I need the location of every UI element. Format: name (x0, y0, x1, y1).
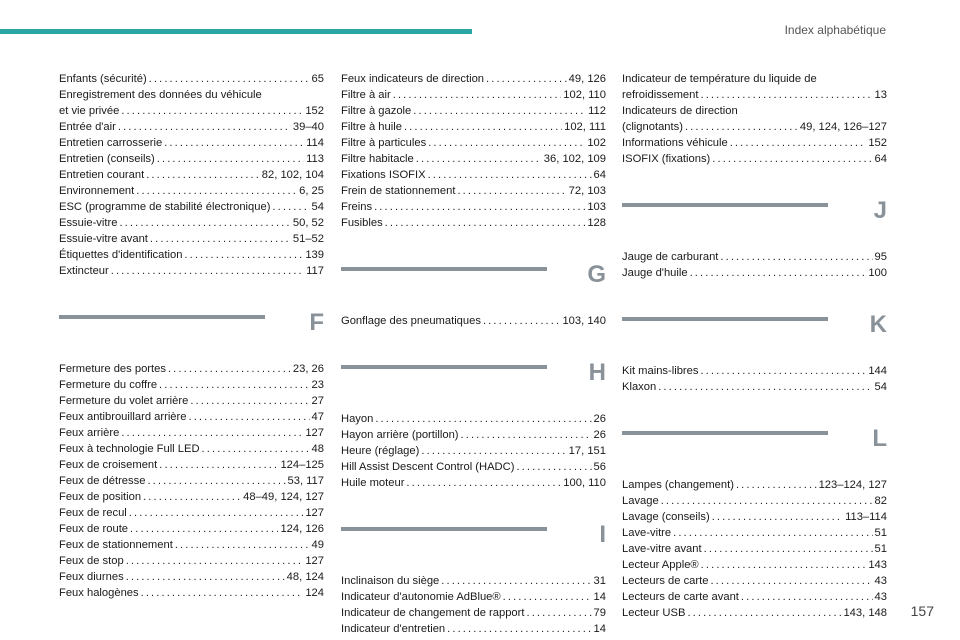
leader-dots (184, 247, 303, 263)
entry-name: Informations véhicule (622, 137, 728, 149)
section-letter: L (872, 425, 887, 452)
entry-name: Fermeture du volet arrière (59, 395, 189, 407)
leader-dots (147, 473, 285, 489)
entry-name: Enregistrement des données du véhicule (59, 89, 262, 101)
leader-dots (136, 183, 297, 199)
entry-name: Feux à technologie Full LED (59, 443, 200, 455)
index-entry (341, 135, 606, 151)
entry-pages: 17, 151 (568, 445, 606, 457)
leader-dots (730, 135, 867, 151)
leader-dots (129, 505, 304, 521)
entry-name: ESC (programme de stabilité électronique) (59, 201, 271, 213)
index-column-2 (341, 71, 606, 637)
entry-name: Heure (réglage) (341, 445, 420, 457)
entry-pages: 128 (587, 217, 606, 229)
index-entry (341, 443, 606, 459)
entry-name: Indicateur d'entretien (341, 623, 446, 635)
leader-dots (119, 215, 290, 231)
entry-name: Indicateur d'autonomie AdBlue® (341, 591, 501, 603)
entry-pages: 102 (587, 137, 606, 149)
divider-line (341, 527, 547, 531)
index-entry (59, 199, 324, 215)
letter-divider (622, 187, 887, 243)
entry-pages: 48, 124 (286, 571, 324, 583)
entry-pages: 56 (593, 461, 606, 473)
letter-divider (341, 511, 606, 567)
leader-dots (516, 459, 591, 475)
entry-name: Hill Assist Descent Control (HADC) (341, 461, 515, 473)
index-entry (59, 71, 324, 87)
entry-name: Jauge de carburant (622, 251, 719, 263)
divider-line (59, 315, 265, 319)
entry-pages: 6, 25 (299, 185, 324, 197)
entry-pages: 79 (593, 607, 606, 619)
index-entry (59, 183, 324, 199)
header-accent-bar (0, 29, 472, 34)
index-entry (59, 135, 324, 151)
entry-name: Feux halogènes (59, 587, 139, 599)
index-entry (622, 379, 887, 395)
leader-dots (421, 443, 566, 459)
entry-pages: 64 (874, 153, 887, 165)
index-entry (59, 505, 324, 521)
index-entry (341, 573, 606, 589)
entry-pages: 124–125 (280, 459, 324, 471)
leader-dots (701, 557, 867, 573)
leader-dots (374, 199, 585, 215)
entry-pages: 64 (593, 169, 606, 181)
entry-pages: 114 (306, 137, 324, 149)
entry-name: Lave-vitre avant (622, 543, 702, 555)
leader-dots (202, 441, 310, 457)
entry-pages: 102, 111 (564, 121, 606, 133)
leader-dots (143, 489, 241, 505)
index-entry (59, 119, 324, 135)
index-entry (622, 71, 887, 103)
divider-line (341, 267, 547, 271)
entry-pages: 43 (874, 575, 887, 587)
index-entry (59, 393, 324, 409)
entry-pages: 72, 103 (568, 185, 606, 197)
index-entry (59, 231, 324, 247)
index-entry (59, 585, 324, 601)
entry-pages: 39–40 (292, 121, 324, 133)
leader-dots (168, 361, 291, 377)
entry-name: Feux indicateurs de direction (341, 73, 485, 85)
index-entry (59, 553, 324, 569)
entry-name: Lave-vitre (622, 527, 672, 539)
entry-pages: 127 (305, 427, 324, 439)
entry-name: Indicateur de changement de rapport (341, 607, 525, 619)
entry-pages: 112 (588, 105, 606, 117)
leader-dots (375, 411, 591, 427)
entry-pages: 124, 126 (280, 523, 324, 535)
index-entry (622, 541, 887, 557)
leader-dots (146, 167, 260, 183)
entry-name: Lavage (622, 495, 659, 507)
entry-name: Klaxon (622, 381, 657, 393)
index-entry (59, 489, 324, 505)
leader-dots (704, 541, 873, 557)
leader-dots (126, 569, 285, 585)
index-entry (622, 573, 887, 589)
index-entry (622, 363, 887, 379)
entry-pages: 100 (868, 267, 887, 279)
entry-name: Hayon arrière (portillon) (341, 429, 459, 441)
entry-name: Indicateur de température du liquide de (622, 73, 817, 85)
leader-dots (503, 589, 592, 605)
index-entry (622, 525, 887, 541)
entry-name: Étiquettes d'identification (59, 249, 183, 261)
entry-pages: 127 (305, 555, 324, 567)
leader-dots (712, 151, 872, 167)
entry-pages: 14 (593, 591, 606, 603)
index-entry (341, 589, 606, 605)
index-entry (59, 409, 324, 425)
entry-pages: 95 (874, 251, 887, 263)
entry-pages: 31 (593, 575, 606, 587)
leader-dots (121, 425, 303, 441)
entry-name: Entretien courant (59, 169, 145, 181)
index-entry (341, 199, 606, 215)
leader-dots (175, 537, 310, 553)
entry-name: Frein de stationnement (341, 185, 456, 197)
entry-name: Filtre habitacle (341, 153, 414, 165)
index-entry (341, 605, 606, 621)
entry-name: Entrée d'air (59, 121, 116, 133)
section-letter: G (587, 261, 606, 288)
entry-name: Fusibles (341, 217, 383, 229)
entry-name: Fermeture du coffre (59, 379, 158, 391)
leader-dots (428, 167, 592, 183)
index-entry (341, 427, 606, 443)
leader-dots (149, 71, 310, 87)
entry-name: Lecteurs de carte (622, 575, 709, 587)
entry-name: Feux de stop (59, 555, 124, 567)
leader-dots (720, 249, 872, 265)
leader-dots (661, 493, 873, 509)
entry-pages: 144 (868, 365, 887, 377)
index-entry (341, 151, 606, 167)
entry-name-continued: et vie privée (59, 105, 120, 117)
entry-name: Enfants (sécurité) (59, 73, 147, 85)
leader-dots (700, 87, 872, 103)
entry-pages: 49, 126 (568, 73, 606, 85)
entry-pages: 51 (874, 527, 887, 539)
index-entry (622, 477, 887, 493)
index-entry (341, 459, 606, 475)
entry-name-continued: refroidissement (622, 89, 699, 101)
index-entry (622, 605, 887, 621)
entry-name: Feux de recul (59, 507, 127, 519)
section-letter: I (599, 521, 606, 548)
entry-name: Fermeture des portes (59, 363, 166, 375)
divider-line (341, 365, 547, 369)
leader-dots (157, 151, 304, 167)
index-entry (622, 589, 887, 605)
entry-name: Extincteur (59, 265, 109, 277)
index-entry (59, 425, 324, 441)
entry-name: Fixations ISOFIX (341, 169, 426, 181)
leader-dots (687, 605, 841, 621)
entry-pages: 127 (305, 507, 324, 519)
entry-pages: 103 (587, 201, 606, 213)
entry-pages: 14 (593, 623, 606, 635)
entry-name: Indicateurs de direction (622, 105, 738, 117)
section-letter: K (869, 311, 887, 338)
index-entry (341, 215, 606, 231)
entry-pages: 113 (306, 153, 324, 165)
divider-line (622, 431, 828, 435)
letter-divider (341, 251, 606, 307)
entry-name: Essuie-vitre (59, 217, 118, 229)
index-entry (59, 151, 324, 167)
entry-name: Feux arrière (59, 427, 120, 439)
index-entry (59, 537, 324, 553)
index-entry (59, 569, 324, 585)
entry-name: ISOFIX (fixations) (622, 153, 711, 165)
entry-name: Feux antibrouillard arrière (59, 411, 187, 423)
entry-name-continued: (clignotants) (622, 121, 683, 133)
leader-dots (272, 199, 309, 215)
entry-pages: 103, 140 (562, 315, 606, 327)
index-entry (622, 509, 887, 525)
leader-dots (118, 119, 291, 135)
entry-pages: 54 (311, 201, 324, 213)
letter-divider (59, 299, 324, 355)
entry-name: Environnement (59, 185, 135, 197)
leader-dots (406, 475, 561, 491)
letter-divider (622, 415, 887, 471)
entry-name: Inclinaison du siège (341, 575, 440, 587)
index-entry (59, 441, 324, 457)
entry-name: Feux diurnes (59, 571, 124, 583)
index-column-3 (622, 71, 887, 621)
leader-dots (712, 509, 843, 525)
leader-dots (393, 87, 562, 103)
leader-dots (483, 313, 560, 329)
leader-dots (111, 263, 304, 279)
entry-name: Kit mains-libres (622, 365, 699, 377)
leader-dots (685, 119, 798, 135)
entry-pages: 26 (593, 429, 606, 441)
index-entry (59, 377, 324, 393)
leader-dots (413, 103, 586, 119)
divider-line (622, 317, 828, 321)
entry-pages: 48–49, 124, 127 (243, 491, 324, 503)
index-entry (59, 247, 324, 263)
index-entry (622, 557, 887, 573)
leader-dots (486, 71, 567, 87)
entry-pages: 65 (311, 73, 324, 85)
entry-name: Entretien carrosserie (59, 137, 163, 149)
index-entry (341, 87, 606, 103)
index-entry (59, 521, 324, 537)
leader-dots (428, 135, 585, 151)
leader-dots (658, 379, 872, 395)
entry-name: Jauge d'huile (622, 267, 688, 279)
leader-dots (736, 477, 817, 493)
entry-name: Filtre à air (341, 89, 391, 101)
index-entry (341, 103, 606, 119)
entry-pages: 43 (874, 591, 887, 603)
leader-dots (741, 589, 873, 605)
entry-name: Feux de détresse (59, 475, 146, 487)
entry-pages: 102, 110 (563, 89, 606, 101)
entry-pages: 54 (874, 381, 887, 393)
entry-name: Feux de route (59, 523, 129, 535)
leader-dots (190, 393, 309, 409)
entry-name: Gonflage des pneumatiques (341, 315, 481, 327)
index-column-1 (59, 71, 324, 601)
leader-dots (416, 151, 542, 167)
entry-name: Lecteur Apple® (622, 559, 699, 571)
letter-divider (622, 301, 887, 357)
index-entry (59, 215, 324, 231)
entry-pages: 139 (305, 249, 324, 261)
section-letter: H (588, 359, 606, 386)
entry-pages: 36, 102, 109 (543, 153, 606, 165)
leader-dots (710, 573, 872, 589)
leader-dots (159, 377, 310, 393)
index-entry (341, 167, 606, 183)
entry-pages: 51 (874, 543, 887, 555)
leader-dots (404, 119, 562, 135)
entry-name: Filtre à gazole (341, 105, 412, 117)
index-entry (622, 493, 887, 509)
entry-name: Essuie-vitre avant (59, 233, 148, 245)
entry-name: Freins (341, 201, 373, 213)
index-entry (341, 119, 606, 135)
index-entry (341, 71, 606, 87)
leader-dots (441, 573, 591, 589)
index-entry (59, 473, 324, 489)
entry-pages: 100, 110 (563, 477, 606, 489)
entry-pages: 13 (874, 89, 887, 101)
entry-pages: 51–52 (292, 233, 324, 245)
index-entry (622, 135, 887, 151)
entry-pages: 47 (311, 411, 324, 423)
index-entry (341, 411, 606, 427)
leader-dots (141, 585, 304, 601)
index-entry (622, 151, 887, 167)
section-title: Index alphabétique (784, 23, 886, 37)
entry-pages: 27 (311, 395, 324, 407)
index-entry (59, 361, 324, 377)
leader-dots (461, 427, 592, 443)
entry-pages: 123–124, 127 (818, 479, 887, 491)
section-letter: J (873, 197, 887, 224)
leader-dots (121, 103, 303, 119)
entry-name: Entretien (conseils) (59, 153, 155, 165)
index-entry (341, 475, 606, 491)
index-entry (622, 103, 887, 135)
entry-name: Feux de position (59, 491, 142, 503)
leader-dots (130, 521, 278, 537)
index-entry (341, 621, 606, 637)
entry-pages: 49, 124, 126–127 (799, 121, 887, 133)
index-entry (59, 167, 324, 183)
divider-line (622, 203, 828, 207)
leader-dots (164, 135, 304, 151)
entry-pages: 152 (305, 105, 324, 117)
entry-name: Filtre à huile (341, 121, 402, 133)
index-entry (622, 265, 887, 281)
entry-pages: 49 (311, 539, 324, 551)
entry-pages: 143 (868, 559, 887, 571)
entry-name: Lecteurs de carte avant (622, 591, 739, 603)
index-entry (59, 263, 324, 279)
leader-dots (526, 605, 591, 621)
entry-pages: 23 (311, 379, 324, 391)
leader-dots (188, 409, 309, 425)
entry-name: Lecteur USB (622, 607, 686, 619)
index-entry (341, 313, 606, 329)
entry-name: Feux de croisement (59, 459, 158, 471)
index-entry (59, 87, 324, 119)
index-entry (59, 457, 324, 473)
leader-dots (447, 621, 591, 637)
leader-dots (385, 215, 586, 231)
entry-pages: 117 (306, 265, 324, 277)
entry-name: Lavage (conseils) (622, 511, 710, 523)
letter-divider (341, 349, 606, 405)
entry-pages: 48 (311, 443, 324, 455)
leader-dots (673, 525, 872, 541)
leader-dots (126, 553, 304, 569)
entry-name: Filtre à particules (341, 137, 427, 149)
index-entry (341, 183, 606, 199)
section-letter: F (309, 309, 324, 336)
leader-dots (150, 231, 291, 247)
entry-pages: 143, 148 (843, 607, 887, 619)
entry-pages: 152 (868, 137, 887, 149)
leader-dots (690, 265, 867, 281)
entry-name: Lampes (changement) (622, 479, 734, 491)
index-entry (622, 249, 887, 265)
entry-pages: 113–114 (845, 511, 887, 523)
leader-dots (159, 457, 278, 473)
entry-pages: 124 (305, 587, 324, 599)
entry-pages: 53, 117 (287, 475, 324, 487)
entry-pages: 26 (593, 413, 606, 425)
entry-name: Huile moteur (341, 477, 405, 489)
page-number: 157 (910, 603, 934, 619)
entry-pages: 23, 26 (292, 363, 324, 375)
leader-dots (700, 363, 866, 379)
entry-pages: 82 (874, 495, 887, 507)
entry-name: Feux de stationnement (59, 539, 173, 551)
entry-pages: 82, 102, 104 (261, 169, 324, 181)
entry-name: Hayon (341, 413, 374, 425)
leader-dots (457, 183, 566, 199)
entry-pages: 50, 52 (292, 217, 324, 229)
